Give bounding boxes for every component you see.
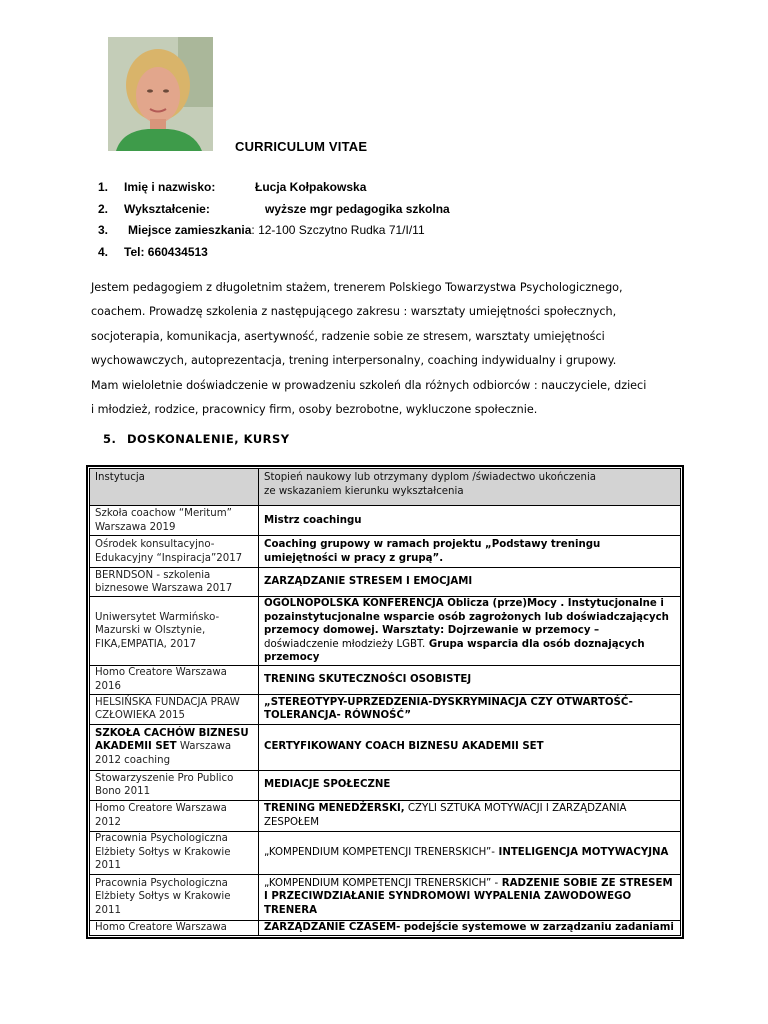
cell-line: SZKOŁA CACHÓW BIZNESU	[95, 727, 249, 739]
institution-cell	[90, 665, 259, 694]
table-row	[90, 770, 681, 800]
cell-line: Bono 2011	[95, 786, 151, 797]
cell-line: Edukacyjny “Inspiracja”2017	[95, 552, 243, 564]
description-cell: Mistrz coachingu	[259, 506, 681, 536]
description-cell	[259, 597, 681, 666]
cell-line: AKADEMII SET	[95, 741, 177, 753]
header-institution: Instytucja	[90, 469, 259, 506]
info-value: Łucja Kołpakowska	[255, 180, 367, 194]
info-item-name	[98, 177, 425, 199]
description-cell	[259, 874, 681, 920]
desc-normal: ZESPOŁEM	[264, 816, 319, 828]
portrait-photo	[108, 37, 213, 151]
cell-line: Warszawa	[176, 741, 232, 753]
desc-bold: Grupa wsparcia dla osób doznających przemocy	[264, 638, 645, 663]
institution-cell	[90, 536, 259, 568]
cell-line: Mazurski w Olsztynie,	[95, 625, 206, 636]
intro-line: wychowawczych, autoprezentacja, trening interpersonalny, coaching indywidualny i grupowy.	[91, 354, 617, 368]
cell-line: Pracownia Psychologiczna	[95, 833, 228, 845]
description-cell: TRENING SKUTECZNOŚCI OSOBISTEJ	[259, 665, 681, 694]
description-cell: Coaching grupowy w ramach projektu „Podstawy treningu umiejętności w pracy z grupą”.	[259, 536, 681, 568]
list-number: 4.	[98, 244, 109, 259]
section-title: DOSKONALENIE, KURSY	[127, 432, 290, 446]
header-degree	[259, 469, 681, 506]
intro-line: Jestem pedagogiem z długoletnim stażem, trenerem Polskiego Towarzystwa Psychologicznego,	[91, 281, 623, 294]
table-row	[90, 597, 681, 666]
cell-line: HELSIŃSKA FUNDACJA PRAW	[95, 696, 240, 708]
table-row	[90, 920, 681, 935]
info-item-address	[98, 220, 425, 242]
section-heading	[103, 432, 290, 446]
cell-line: Elżbiety Sołtys w Krakowie	[95, 891, 231, 903]
table-row	[90, 831, 681, 874]
desc-normal: „KOMPENDIUM KOMPETENCJI TRENERSKICH”-	[264, 846, 495, 858]
description-cell: ZARZĄDZANIE STRESEM I EMOCJAMI	[259, 568, 681, 597]
institution-cell	[90, 920, 259, 935]
cell-line: Warszawa 2019	[95, 521, 176, 533]
courses-table	[86, 465, 684, 939]
info-item-education	[98, 199, 450, 221]
list-number: 3.	[98, 223, 109, 237]
list-number: 1.	[98, 180, 109, 194]
desc-normal: „KOMPENDIUM KOMPETENCJI TRENERSKICH” -	[264, 877, 499, 889]
desc-normal: CZYLI SZTUKA MOTYWACJI I ZARZĄDZANIA	[404, 803, 627, 814]
cell-line: biznesowe Warszawa 2017	[95, 583, 233, 594]
cell-line: Ośrodek konsultacyjno-	[95, 539, 215, 550]
info-label: Miejsce zamieszkania	[128, 223, 252, 237]
cell-line: Szkoła coachow “Meritum”	[95, 508, 232, 519]
cell-line: 2012 coaching	[95, 754, 171, 766]
cell-line: 2012	[95, 816, 121, 828]
description-cell: CERTYFIKOWANY COACH BIZNESU AKADEMII SET	[259, 724, 681, 770]
institution-cell	[90, 874, 259, 920]
intro-line: socjoterapia, komunikacja, asertywność, radzenie sobie ze stresem, warsztaty umiejętności	[91, 329, 605, 343]
description-cell: MEDIACJE SPOŁECZNE	[259, 770, 681, 800]
description-cell	[259, 831, 681, 874]
cell-line: Uniwersytet Warmińsko-	[95, 611, 220, 623]
info-label: Wykształcenie:	[124, 201, 210, 216]
institution-cell	[90, 831, 259, 874]
section-number: 5.	[103, 432, 117, 446]
desc-bold: RADZENIE SOBIE ZE STRESEM I PRZECIWDZIAŁANIE SYNDROMOWI WYPALENIA ZAWODOWEGO TRENERA	[264, 877, 673, 916]
desc-bold: INTELIGENCJA MOTYWACYJNA	[494, 846, 669, 858]
portrait-icon	[108, 37, 213, 151]
description-cell: „STEREOTYPY-UPRZEDZENIA-DYSKRYMINACJA CZY OTWARTOŚĆ-TOLERANCJA- RÓWNOŚĆ”	[259, 694, 681, 724]
info-label: Imię i nazwisko:	[124, 180, 216, 194]
header-degree-line: ze wskazaniem kierunku wykształcenia	[264, 485, 464, 497]
table-row	[90, 665, 681, 694]
intro-line: i młodzież, rodzice, pracownicy firm, osoby bezrobotne, wykluczone społecznie.	[91, 403, 538, 417]
institution-cell	[90, 770, 259, 800]
institution-cell	[90, 694, 259, 724]
list-number: 2.	[98, 201, 109, 216]
header-degree-line: Stopień naukowy lub otrzymany dyplom /świadectwo ukończenia	[264, 472, 597, 483]
cell-line: Elżbiety Sołtys w Krakowie	[95, 846, 231, 858]
cell-line: 2011	[95, 860, 121, 872]
table-row	[90, 506, 681, 536]
cell-line: Pracownia Psychologiczna	[95, 877, 228, 889]
institution-cell	[90, 568, 259, 597]
cell-line: FIKA,EMPATIA, 2017	[95, 638, 197, 650]
table-header-row	[90, 469, 681, 506]
description-cell: ZARZĄDZANIE CZASEM- podejście systemowe w zarządzaniu zadaniami	[259, 920, 681, 935]
table-row	[90, 536, 681, 568]
table-row	[90, 694, 681, 724]
info-value: wyższe mgr pedagogika szkolna	[265, 201, 450, 216]
institution-cell	[90, 800, 259, 831]
cell-line: 2016	[95, 680, 121, 692]
table-row	[90, 568, 681, 597]
intro-line: Mam wieloletnie doświadczenie w prowadzeniu szkoleń dla różnych odbiorców : nauczyciele, dzieci	[91, 378, 647, 392]
cell-line: 2011	[95, 904, 121, 916]
table-row	[90, 800, 681, 831]
institution-cell	[90, 724, 259, 770]
intro-line: coachem. Prowadzę szkolenia z następującego zakresu : warsztaty umiejętności społecznych,	[91, 305, 617, 319]
desc-bold: TRENING MENEDŻERSKI,	[264, 803, 405, 814]
cell-line: Homo Creatore Warszawa	[95, 667, 227, 678]
table-row	[90, 874, 681, 920]
intro-paragraph	[91, 276, 681, 422]
institution-cell	[90, 597, 259, 666]
institution-cell	[90, 506, 259, 536]
table-row	[90, 724, 681, 770]
cell-line: Homo Creatore Warszawa	[95, 803, 227, 814]
info-value: : 12-100 Szczytno Rudka 71/I/11	[251, 223, 425, 237]
cell-line: BERNDSON - szkolenia	[95, 569, 211, 581]
info-item-phone	[98, 242, 425, 264]
personal-info-list	[98, 177, 450, 263]
cell-line: Homo Creatore Warszawa	[95, 921, 227, 933]
desc-bold: OGÓLNOPOLSKA KONFERENCJA Oblicza (prze)Mocy . Instytucjonalne i pozainstytucjonalne wsparcie osób zagrożonych lub doświadczających przemocy domowej. Warsztaty: Dojrzewanie w przemocy –	[264, 598, 669, 636]
cell-line: CZŁOWIEKA 2015	[95, 710, 185, 721]
info-label: Tel: 660434513	[124, 244, 208, 259]
page-title: CURRICULUM VITAE	[235, 139, 368, 154]
description-cell	[259, 800, 681, 831]
desc-normal: doświadczenie młodzieży LGBT.	[264, 638, 426, 650]
cell-line: Stowarzyszenie Pro Publico	[95, 772, 234, 784]
